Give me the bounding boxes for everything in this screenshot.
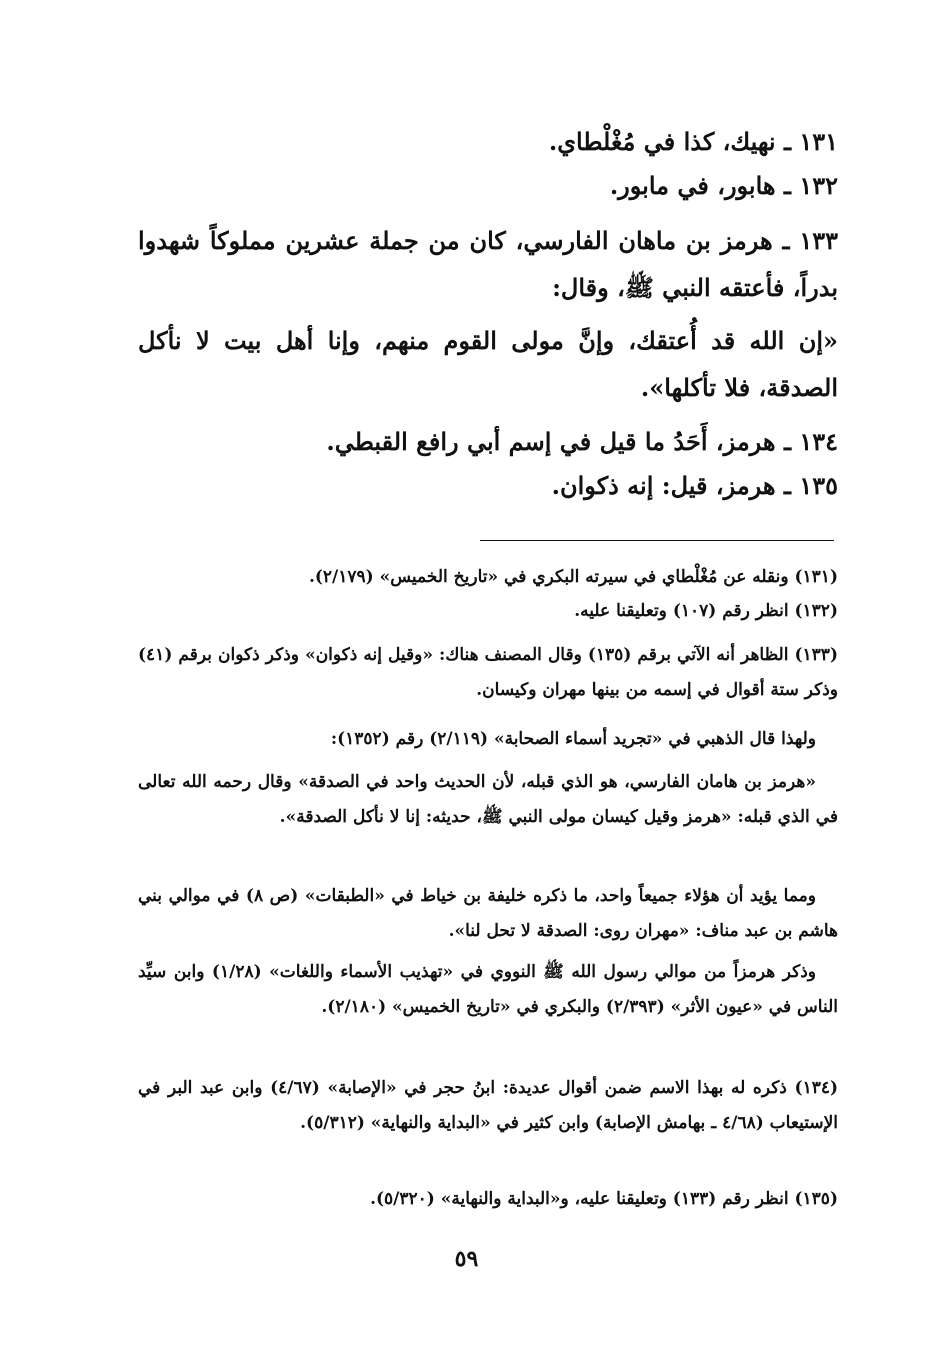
entry-134: ١٣٤ ـ هرمز، أَحَدُ ما قيل في إسم أبي رافع القبطي. [326, 427, 838, 456]
entry-133-quote: «إن الله قد أُعتقك، وإنَّ مولى القوم منهم، وإنا أهل بيت لا نأكل الصدقة، فلا تأكلها». [138, 326, 838, 402]
entry-131: ١٣١ ـ نهيك، كذا في مُغْلْطاي. [548, 127, 838, 156]
footnote-133-quote: «هرمز بن هامان الفارسي، هو الذي قبله، لأن الحديث واحد في الصدقة» وقال رحمه الله تعالى في الذي قبله: «هرمز وقيل كيسان مولى النبي ﷺ، حديثه: إنا لا نأكل الصدقة». [138, 772, 838, 827]
page-number: ٥٩ [454, 1246, 479, 1272]
footnote-133: (١٣٣) الظاهر أنه الآتي برقم (١٣٥) وقال المصنف هناك: «وقيل إنه ذكوان» وذكر ذكوان برقم (٤١) وذكر ستة أقوال في إسمه من بينها مهران وكيسان. [138, 645, 838, 700]
entry-133: ١٣٣ ـ هرمز بن ماهان الفارسي، كان من جملة عشرين مملوكاً شهدوا بدراً، فأعتقه النبي ﷺ، وقال: [138, 226, 838, 302]
footnote-133-dhahabi: ولهذا قال الذهبي في «تجريد أسماء الصحابة» (٢/١١٩) رقم (١٣٥٢): [330, 729, 816, 749]
footnote-135: (١٣٥) انظر رقم (١٣٣) وتعليقنا عليه، و«البداية والنهاية» (٥/٣٢٠). [370, 1189, 838, 1209]
footnote-divider [480, 540, 834, 541]
entry-135: ١٣٥ ـ هرمز، قيل: إنه ذكوان. [551, 471, 838, 500]
footnote-132: (١٣٢) انظر رقم (١٠٧) وتعليقنا عليه. [574, 601, 838, 621]
entry-132: ١٣٢ ـ هابور، في مابور. [609, 171, 838, 200]
footnote-133-nawawi: وذكر هرمزاً من موالي رسول الله ﷺ النووي في «تهذيب الأسماء واللغات» (١/٢٨) وابن سيِّد الناس في «عيون الأثر» (٢/٣٩٣) والبكري في «تاريخ الخميس» (٢/١٨٠). [138, 962, 838, 1017]
footnote-133-khalifa: ومما يؤيد أن هؤلاء جميعاً واحد، ما ذكره خليفة بن خياط في «الطبقات» (ص ٨) في موالي بني هاشم بن عبد مناف: «مهران روى: الصدقة لا تحل لنا». [138, 886, 838, 941]
footnote-134: (١٣٤) ذكره له بهذا الاسم ضمن أقوال عديدة: ابنُ حجر في «الإصابة» (٤/٦٧) وابن عبد البر في الإستيعاب (٤/٦٨ ـ بهامش الإصابة) وابن كثير في «البداية والنهاية» (٥/٣١٢). [138, 1078, 839, 1133]
footnote-131: (١٣١) ونقله عن مُغْلْطاي في سيرته البكري في «تاريخ الخميس» (٢/١٧٩). [308, 567, 838, 587]
